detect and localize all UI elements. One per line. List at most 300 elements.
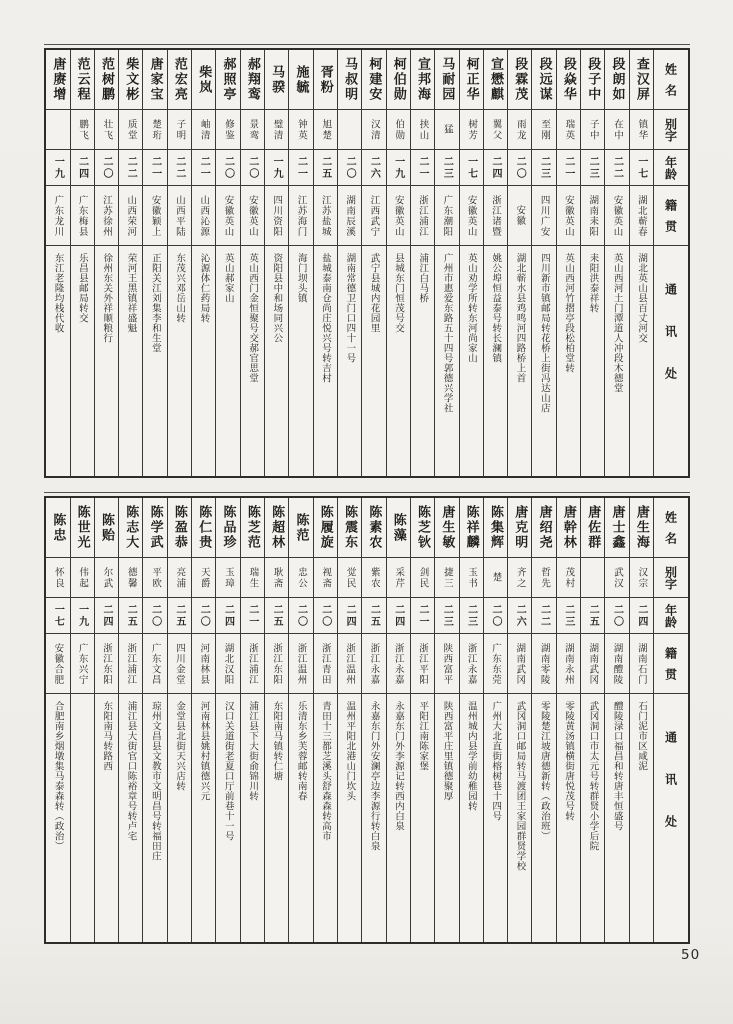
entry-name: 段霖茂 — [512, 57, 528, 102]
entry-address-cell — [119, 246, 142, 476]
entry-alias: 修鉴 — [223, 118, 235, 141]
entry-column — [119, 498, 143, 942]
entry-alias-cell — [411, 110, 434, 150]
entry-name: 陈履旋 — [317, 505, 333, 550]
entry-alias-cell — [265, 110, 288, 150]
entry-age-cell — [168, 598, 191, 634]
entry-name: 陈素农 — [366, 505, 382, 550]
entry-origin: 四川广安 — [538, 194, 550, 237]
entry-alias: 茂村 — [563, 566, 575, 589]
entry-age: 二二 — [125, 155, 137, 180]
entry-alias: 亮浦 — [174, 566, 186, 589]
entry-origin-cell — [557, 634, 580, 694]
entry-age: 二三 — [538, 155, 550, 180]
entry-alias-cell — [46, 110, 69, 150]
entry-alias-cell — [168, 558, 191, 598]
entry-alias-cell — [71, 110, 94, 150]
entry-name: 范宏亮 — [171, 57, 187, 102]
entry-column — [241, 50, 265, 476]
entry-alias-cell — [557, 558, 580, 598]
entry-alias: 景鸾 — [247, 118, 259, 141]
entry-name-cell — [314, 50, 337, 110]
entry-address: 琼州文昌县文教市文明昌号转福田庄 — [149, 701, 161, 861]
entry-alias: 汉清 — [368, 118, 380, 141]
entry-origin: 浙江永嘉 — [465, 642, 477, 685]
entry-address-cell — [192, 694, 215, 942]
entry-alias: 汉宗 — [636, 566, 648, 589]
column-header-age — [654, 150, 688, 186]
entry-name: 柯正华 — [463, 57, 479, 102]
entry-age: 二〇 — [611, 603, 623, 628]
entry-alias: 子明 — [174, 118, 186, 141]
entry-name-cell — [119, 50, 142, 110]
entry-age: 二一 — [246, 603, 258, 628]
entry-age-cell — [435, 150, 458, 186]
entry-name: 段远谋 — [536, 57, 552, 102]
entry-origin: 江西武宁 — [368, 194, 380, 237]
entry-origin-cell — [460, 186, 483, 246]
entry-alias-cell — [95, 110, 118, 150]
entry-age-cell — [143, 150, 166, 186]
entry-name-cell — [630, 498, 653, 558]
entry-age-cell — [605, 598, 628, 634]
entry-address: 沁源体仁药局转 — [198, 253, 210, 323]
entry-address: 武冈洞口市太元号转群贤小学后院 — [587, 701, 599, 851]
entry-age-cell — [338, 150, 361, 186]
entry-name-cell — [532, 498, 555, 558]
entry-column — [630, 498, 654, 942]
entry-name: 陈藻 — [390, 512, 406, 543]
entry-age: 二三 — [465, 603, 477, 628]
entry-alias-cell — [557, 110, 580, 150]
entry-name-cell — [289, 498, 312, 558]
entry-address: 乐清东乡芙蓉邮转南春 — [295, 701, 307, 801]
entry-age: 二〇 — [489, 603, 501, 628]
entry-alias-cell — [605, 110, 628, 150]
entry-name: 施毓 — [293, 64, 309, 95]
entry-address-cell — [557, 694, 580, 942]
entry-address-cell — [362, 246, 385, 476]
entry-name: 柴岚 — [196, 64, 212, 95]
entry-address-cell — [216, 694, 239, 942]
entry-alias: 璧清 — [271, 118, 283, 141]
entry-age-cell — [557, 150, 580, 186]
entry-column — [387, 498, 411, 942]
entry-column — [46, 498, 70, 942]
entry-origin-cell — [435, 186, 458, 246]
entry-alias: 镇华 — [636, 118, 648, 141]
entry-name: 唐士鑫 — [609, 505, 625, 550]
entry-column — [289, 498, 313, 942]
entry-address-cell — [71, 246, 94, 476]
entry-address: 四川新市镇邮局转花桥上街冯达山店 — [538, 253, 550, 413]
entry-origin: 广东梅县 — [76, 194, 88, 237]
entry-address: 浦江白马桥 — [417, 253, 429, 303]
entry-name-cell — [362, 50, 385, 110]
entry-origin: 湖南武冈 — [514, 642, 526, 685]
entry-alias-cell — [119, 558, 142, 598]
entry-name: 陈芝钬 — [415, 505, 431, 550]
entry-origin: 湖南耒阳 — [587, 194, 599, 237]
entry-age: 二〇 — [222, 155, 234, 180]
entry-origin-cell — [411, 634, 434, 694]
entry-alias: 岫清 — [198, 118, 210, 141]
entry-origin-cell — [168, 186, 191, 246]
entry-origin: 浙江东阳 — [100, 642, 112, 685]
entry-age: 二四 — [222, 603, 234, 628]
entry-origin: 浙江温州 — [295, 642, 307, 685]
entry-age: 二六 — [514, 603, 526, 628]
entry-name-cell — [216, 498, 239, 558]
entry-alias: 耿斋 — [271, 566, 283, 589]
entry-age: 二五 — [319, 155, 331, 180]
entry-origin: 安徽英山 — [465, 194, 477, 237]
entry-alias: 剑民 — [417, 566, 429, 589]
entry-name: 陈震东 — [342, 505, 358, 550]
entry-age: 二〇 — [295, 603, 307, 628]
entry-alias-cell — [168, 110, 191, 150]
entry-age: 二一 — [417, 603, 429, 628]
entry-name-cell — [95, 498, 118, 558]
entry-name-cell — [241, 50, 264, 110]
entry-address: 徐州东关外祥顺粮行 — [101, 253, 113, 343]
entry-alias-cell — [630, 558, 653, 598]
entry-column — [581, 498, 605, 942]
entry-origin-cell — [119, 186, 142, 246]
entry-age-cell — [435, 598, 458, 634]
entry-name: 范云程 — [74, 57, 90, 102]
entry-age-cell — [71, 150, 94, 186]
entry-age: 二〇 — [149, 603, 161, 628]
entry-age-cell — [314, 598, 337, 634]
entry-name-cell — [338, 50, 361, 110]
entry-column — [143, 498, 167, 942]
entry-column — [581, 50, 605, 476]
entry-age-cell — [387, 150, 410, 186]
entry-alias-cell — [460, 110, 483, 150]
column-header-name — [654, 50, 688, 110]
header-alias-label: 别字 — [663, 565, 678, 590]
entry-origin: 安徽 — [514, 205, 526, 226]
entry-alias-cell — [605, 558, 628, 598]
entry-age: 一九 — [76, 603, 88, 628]
entry-alias: 玉璋 — [223, 566, 235, 589]
entry-origin-cell — [143, 186, 166, 246]
entry-alias-cell — [484, 110, 507, 150]
entry-address-cell — [484, 694, 507, 942]
entry-address-cell — [581, 694, 604, 942]
entry-age-cell — [192, 150, 215, 186]
entry-age: 二三 — [441, 603, 453, 628]
entry-origin-cell — [241, 186, 264, 246]
entry-address-cell — [143, 694, 166, 942]
entry-alias: 德馨 — [125, 566, 137, 589]
entry-origin-cell — [435, 634, 458, 694]
entry-address-cell — [532, 246, 555, 476]
entry-column — [630, 50, 654, 476]
entry-origin: 山西荣河 — [125, 194, 137, 237]
entry-address: 浦江县下大街俞锦川转 — [247, 701, 259, 801]
entry-alias: 挟山 — [417, 118, 429, 141]
entry-name: 郝翔鸾 — [244, 57, 260, 102]
entry-alias-cell — [241, 110, 264, 150]
entry-address: 湖北英山县百丈河交 — [636, 253, 648, 343]
entry-column — [265, 498, 289, 942]
entry-column — [216, 498, 240, 942]
entry-alias: 在中 — [612, 118, 624, 141]
entry-alias-cell — [508, 558, 531, 598]
entry-origin: 浙江浦江 — [417, 194, 429, 237]
entry-address-cell — [46, 694, 69, 942]
column-header-alias — [654, 110, 688, 150]
entry-name-cell — [289, 50, 312, 110]
entry-name-cell — [460, 50, 483, 110]
entry-column — [532, 50, 556, 476]
entry-column — [387, 50, 411, 476]
entry-name-cell — [71, 498, 94, 558]
entry-address: 湖南常德卫门口四十一号 — [344, 253, 356, 363]
entry-alias: 钟英 — [295, 118, 307, 141]
entry-address: 湖北蕲水县鸡鸣河四路桥上首 — [514, 253, 526, 383]
entry-age: 二五 — [271, 603, 283, 628]
entry-origin: 山西平陆 — [173, 194, 185, 237]
entry-alias-cell — [484, 558, 507, 598]
entry-column — [46, 50, 70, 476]
entry-origin-cell — [460, 634, 483, 694]
entry-age-cell — [362, 150, 385, 186]
entry-address: 英山劝学所转东河尚家山 — [465, 253, 477, 363]
entry-address-cell — [557, 246, 580, 476]
entry-origin: 安徽英山 — [611, 194, 623, 237]
entry-name: 陈仁贵 — [196, 505, 212, 550]
entry-address-cell — [532, 694, 555, 942]
entry-age: 二〇 — [344, 155, 356, 180]
entry-column — [460, 50, 484, 476]
entry-age: 二〇 — [514, 155, 526, 180]
entry-address: 东江老隆均栈代收 — [52, 253, 64, 333]
entry-address-cell — [508, 694, 531, 942]
entry-alias: 觉民 — [344, 566, 356, 589]
entry-name: 唐生海 — [633, 505, 649, 550]
entry-origin-cell — [338, 634, 361, 694]
entry-origin: 湖南零陵 — [538, 642, 550, 685]
entry-address-cell — [411, 694, 434, 942]
entry-column — [71, 50, 95, 476]
entry-age-cell — [508, 598, 531, 634]
entry-alias: 平欧 — [150, 566, 162, 589]
entry-address-cell — [630, 694, 653, 942]
entry-origin-cell — [605, 186, 628, 246]
entry-origin: 浙江平阳 — [417, 642, 429, 685]
entry-name-cell — [411, 50, 434, 110]
entry-origin-cell — [532, 634, 555, 694]
entry-alias-cell — [435, 558, 458, 598]
entry-address-cell — [168, 246, 191, 476]
entry-name: 段朗如 — [609, 57, 625, 102]
entry-age-cell — [314, 150, 337, 186]
entry-address-cell — [338, 694, 361, 942]
entry-column — [314, 498, 338, 942]
entry-origin: 广东龙川 — [52, 194, 64, 237]
entry-name-cell — [435, 498, 458, 558]
entry-address-cell — [143, 246, 166, 476]
header-address-label: 通讯处 — [663, 283, 678, 409]
entry-alias: 视斋 — [320, 566, 332, 589]
entry-address-cell — [338, 246, 361, 476]
header-origin-label: 籍贯 — [663, 647, 678, 689]
entry-address: 河南林县姚村镇德兴元 — [198, 701, 210, 801]
entry-age-cell — [119, 598, 142, 634]
entry-origin-cell — [508, 186, 531, 246]
entry-column — [95, 498, 119, 942]
column-header-address — [654, 246, 688, 476]
entry-address-cell — [605, 246, 628, 476]
entry-origin-cell — [338, 186, 361, 246]
entry-alias: 质堂 — [125, 118, 137, 141]
entry-name: 唐幹林 — [560, 505, 576, 550]
entry-name-cell — [192, 498, 215, 558]
entry-name-cell — [265, 50, 288, 110]
entry-age: 二四 — [344, 603, 356, 628]
entry-age-cell — [289, 150, 312, 186]
entry-address-cell — [46, 246, 69, 476]
entry-address: 永嘉东门外安澜亭边李源行转白泉 — [368, 701, 380, 851]
entry-column — [216, 50, 240, 476]
entry-column — [314, 50, 338, 476]
entry-name-cell — [362, 498, 385, 558]
entry-address: 英山西河竹摺亭段松柏堂转 — [563, 253, 575, 373]
entry-origin-cell — [557, 186, 580, 246]
entry-name: 马耐园 — [439, 57, 455, 102]
entry-column — [557, 498, 581, 942]
entry-alias: 捷三 — [441, 566, 453, 589]
entry-column — [460, 498, 484, 942]
header-alias-label: 别字 — [663, 117, 678, 142]
entry-origin: 广东潮阳 — [441, 194, 453, 237]
entry-age-cell — [95, 598, 118, 634]
entry-origin: 安徽英山 — [246, 194, 258, 237]
entry-origin: 浙江东阳 — [271, 642, 283, 685]
entry-alias: 子中 — [587, 118, 599, 141]
entry-column — [95, 50, 119, 476]
entry-name-cell — [46, 498, 69, 558]
entry-age: 二三 — [441, 155, 453, 180]
entry-alias: 楚 — [490, 572, 502, 583]
entry-address: 醴陵渌口福昌和转唐丰恒盛号 — [611, 701, 623, 831]
entry-age: 二三 — [562, 603, 574, 628]
entry-address-cell — [460, 246, 483, 476]
entry-name-cell — [216, 50, 239, 110]
entry-age: 二〇 — [319, 603, 331, 628]
entry-address-cell — [289, 246, 312, 476]
entry-name: 唐赓增 — [50, 57, 66, 102]
entry-origin-cell — [581, 634, 604, 694]
entry-alias-cell — [71, 558, 94, 598]
entry-origin: 湖南永州 — [562, 642, 574, 685]
entry-alias-cell — [289, 110, 312, 150]
entry-alias-cell — [460, 558, 483, 598]
entry-alias: 伟起 — [77, 566, 89, 589]
entry-origin-cell — [508, 634, 531, 694]
entry-column — [289, 50, 313, 476]
entry-address: 零陵黄汤镇横街唐悦茂号转 — [563, 701, 575, 821]
entry-column — [192, 498, 216, 942]
entry-age-cell — [216, 150, 239, 186]
entry-name-cell — [581, 50, 604, 110]
entry-alias-cell — [630, 110, 653, 150]
entry-name-cell — [46, 50, 69, 110]
entry-origin: 河南林县 — [198, 642, 210, 685]
entry-name: 唐克明 — [512, 505, 528, 550]
entry-name-cell — [119, 498, 142, 558]
entry-column — [338, 498, 362, 942]
entry-address-cell — [241, 246, 264, 476]
entry-column — [508, 498, 532, 942]
entry-alias: 瑞生 — [247, 566, 259, 589]
entry-name: 查汉屏 — [633, 57, 649, 102]
entry-column — [143, 50, 167, 476]
entry-alias: 天爵 — [198, 566, 210, 589]
entry-alias-cell — [143, 110, 166, 150]
entry-age-cell — [168, 150, 191, 186]
entry-address-cell — [241, 694, 264, 942]
entry-address: 石门泥市区咸泥 — [636, 701, 648, 771]
entry-origin-cell — [289, 634, 312, 694]
entry-name: 柯建安 — [366, 57, 382, 102]
entry-column — [71, 498, 95, 942]
entry-origin: 湖南石门 — [635, 642, 647, 685]
entry-origin: 湖南醴陵 — [611, 642, 623, 685]
entry-alias: 忠公 — [295, 566, 307, 589]
entry-age-cell — [95, 150, 118, 186]
entry-origin-cell — [168, 634, 191, 694]
entry-age-cell — [581, 150, 604, 186]
entry-alias-cell — [143, 558, 166, 598]
entry-origin: 江苏徐州 — [100, 194, 112, 237]
entry-origin-cell — [387, 634, 410, 694]
entry-column — [362, 50, 386, 476]
column-header-alias — [654, 558, 688, 598]
entry-age: 一七 — [465, 155, 477, 180]
entry-age: 二四 — [392, 603, 404, 628]
entry-age-cell — [265, 150, 288, 186]
entry-name: 唐生敏 — [439, 505, 455, 550]
entry-alias-cell — [192, 110, 215, 150]
entry-name-cell — [532, 50, 555, 110]
entry-alias: 树芳 — [466, 118, 478, 141]
entry-origin: 安徽英山 — [392, 194, 404, 237]
entry-age: 二一 — [417, 155, 429, 180]
entry-alias-cell — [508, 110, 531, 150]
entry-name: 陈志大 — [123, 505, 139, 550]
entry-column — [362, 498, 386, 942]
entry-age: 二六 — [368, 155, 380, 180]
entry-name-cell — [95, 50, 118, 110]
entry-name-cell — [143, 50, 166, 110]
entry-address-cell — [314, 246, 337, 476]
entry-age-cell — [484, 150, 507, 186]
entry-age-cell — [119, 150, 142, 186]
entry-alias: 伯勋 — [393, 118, 405, 141]
entry-origin-cell — [241, 634, 264, 694]
entry-age: 二〇 — [198, 603, 210, 628]
entry-address-cell — [605, 694, 628, 942]
entry-name-cell — [168, 498, 191, 558]
entry-column — [605, 50, 629, 476]
entry-alias: 旭楚 — [320, 118, 332, 141]
entry-age-cell — [630, 150, 653, 186]
entry-name-cell — [484, 50, 507, 110]
